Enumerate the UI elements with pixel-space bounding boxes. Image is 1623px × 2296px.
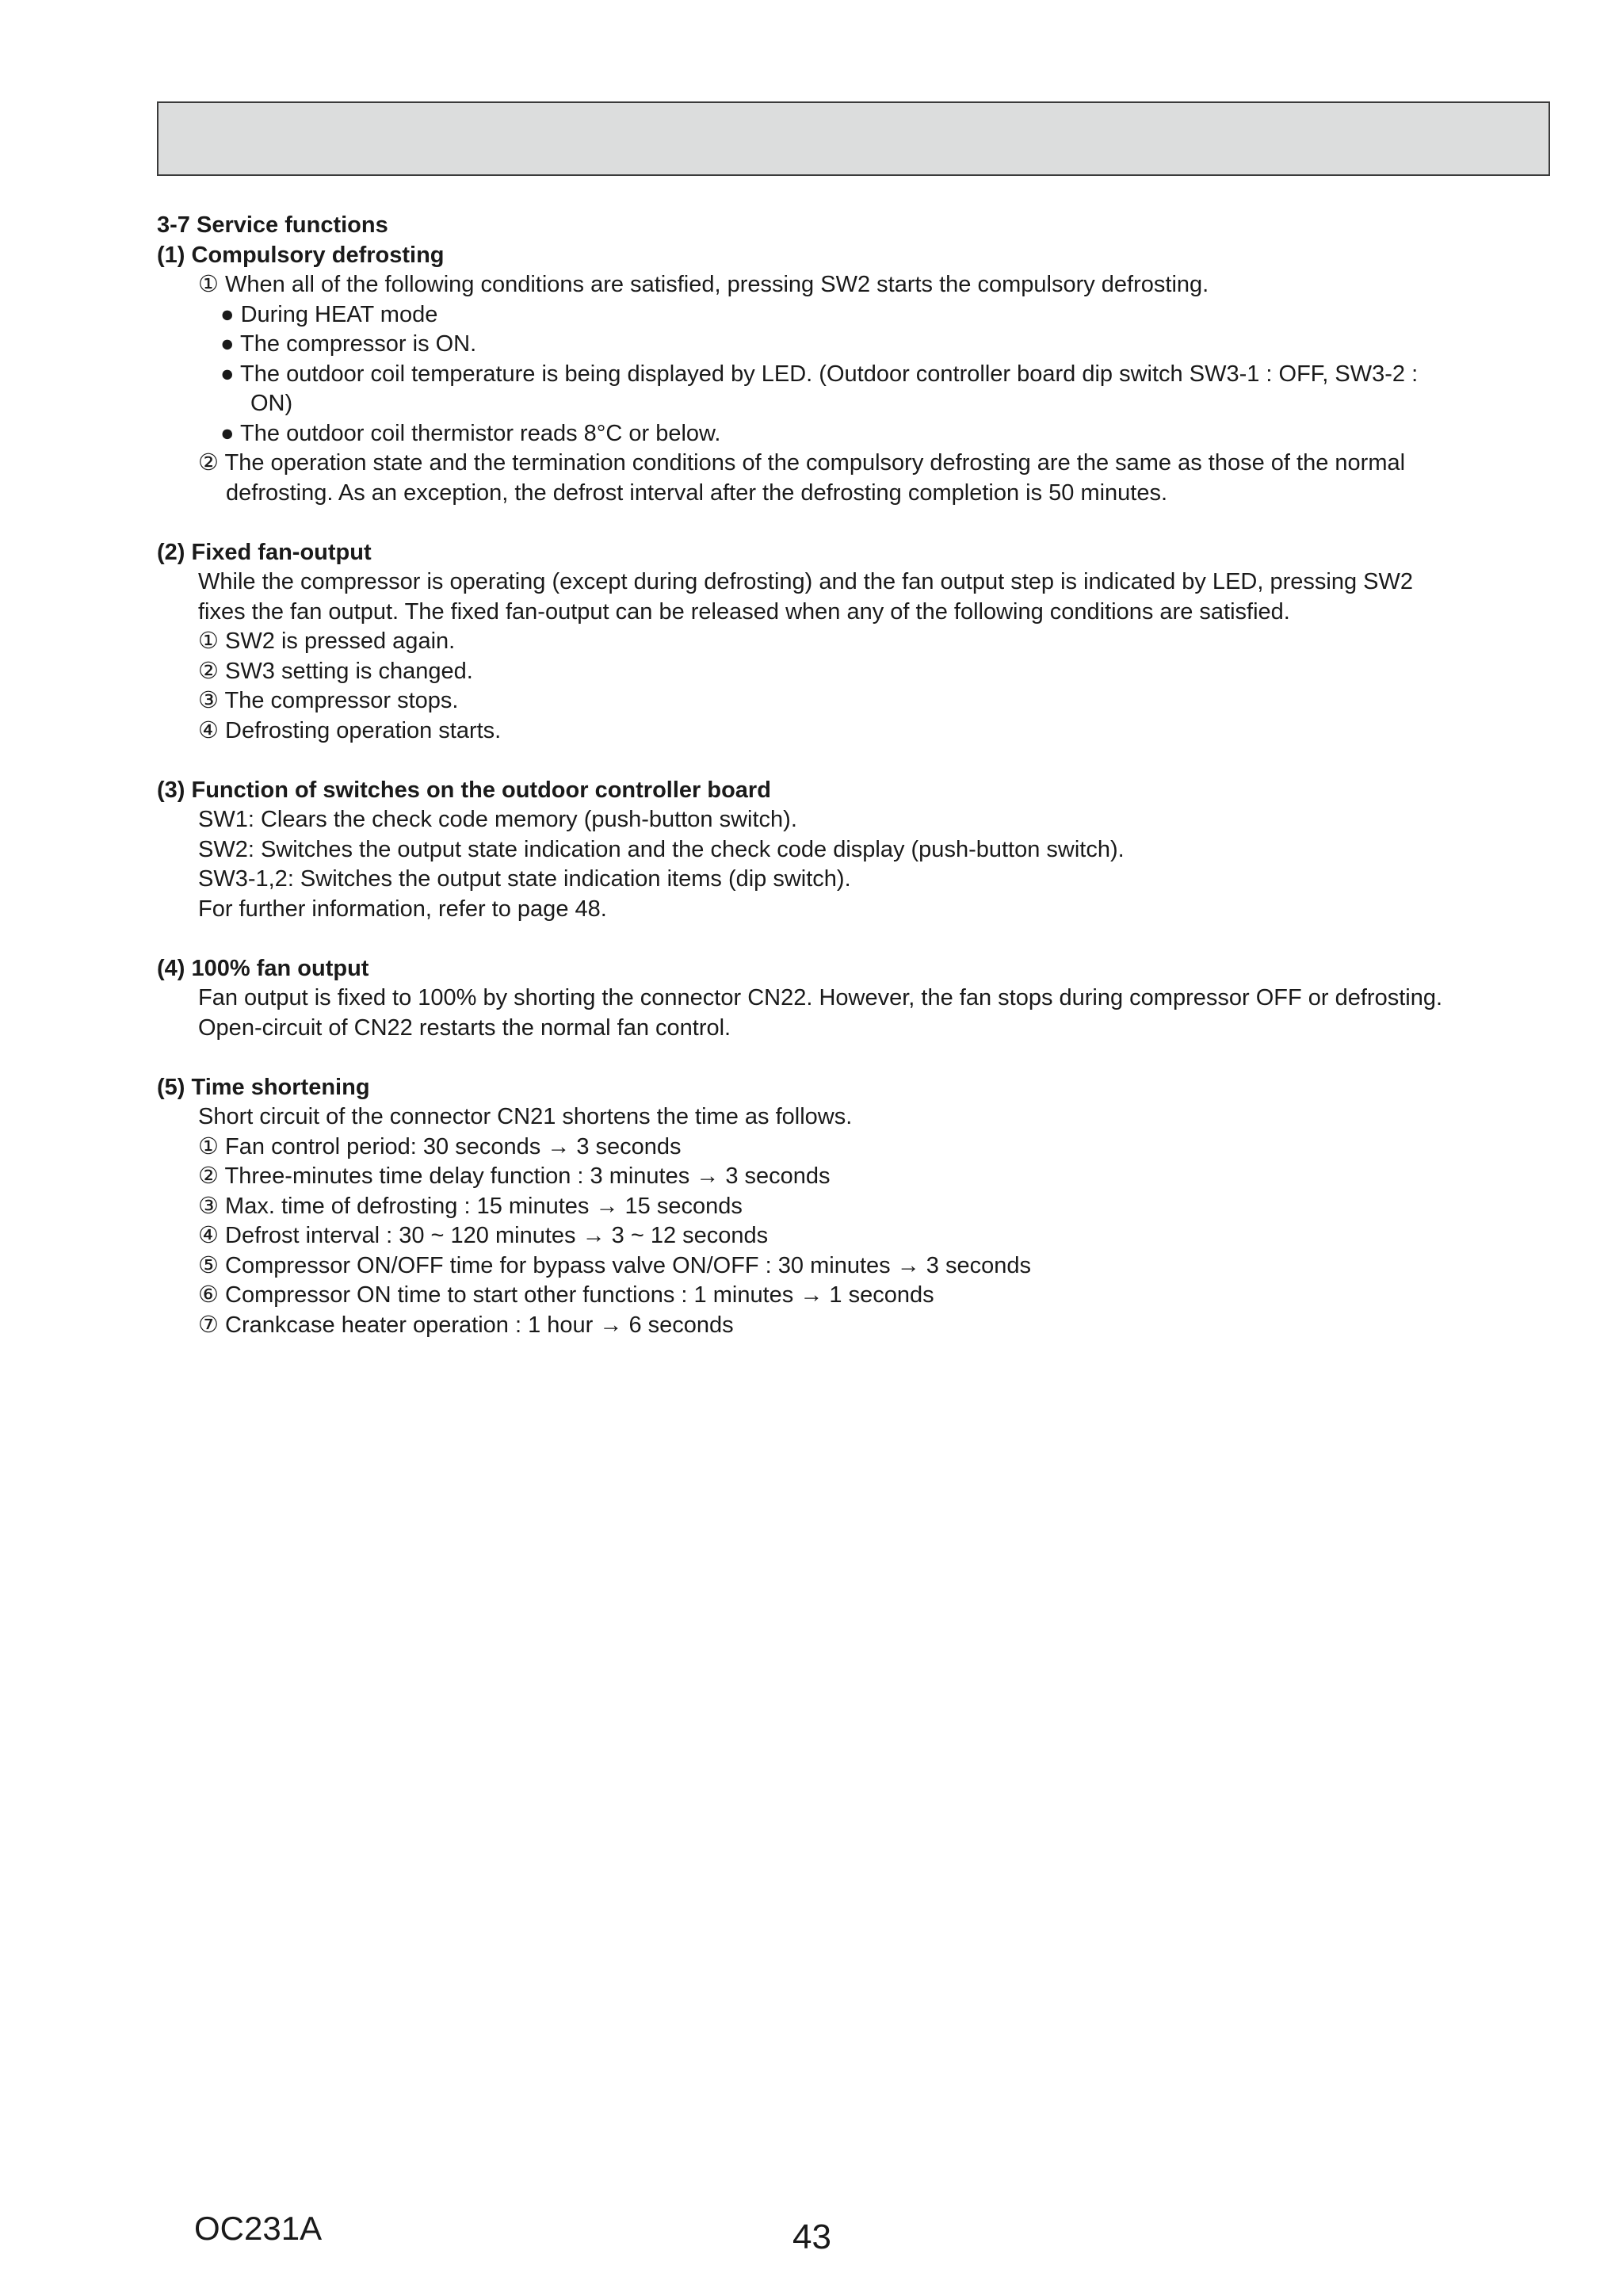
s4-line: Fan output is fixed to 100% by shorting the connector CN22. However, the fan stops during compressor OFF or defrosting. (198, 985, 1443, 1010)
s5-line: ⑤ Compressor ON/OFF time for bypass valve ON/OFF : 30 minutes → 3 seconds (198, 1252, 1031, 1278)
s3-line: For further information, refer to page 48. (198, 896, 607, 922)
s1-bullet: ● The compressor is ON. (220, 331, 477, 357)
s2-heading: (2) Fixed fan-output (157, 539, 372, 565)
s3-line: SW2: Switches the output state indication and the check code display (push-button switch). (198, 836, 1125, 862)
s2-line: While the compressor is operating (except during defrosting) and the fan output step is indicated by LED, pressing SW2 (198, 569, 1413, 594)
s1-heading: (1) Compulsory defrosting (157, 242, 445, 268)
s1-bullet-continued: ON) (250, 391, 293, 416)
s3-line: SW1: Clears the check code memory (push-button switch). (198, 807, 797, 832)
section-title: 3-7 Service functions (157, 212, 388, 238)
s4-line: Open-circuit of CN22 restarts the normal fan control. (198, 1014, 731, 1041)
s1-bullet: ● During HEAT mode (220, 301, 438, 327)
s2-line: ① SW2 is pressed again. (198, 628, 456, 654)
s1-item2-continued: defrosting. As an exception, the defrost interval after the defrosting completion is 50 minutes. (226, 479, 1168, 506)
s5-heading: (5) Time shortening (157, 1074, 370, 1100)
s1-item1: ① When all of the following conditions are satisfied, pressing SW2 starts the compulsory defrosting. (198, 272, 1209, 297)
s1-bullet: ● The outdoor coil thermistor reads 8°C or below. (220, 420, 721, 446)
s5-line: ① Fan control period: 30 seconds → 3 seconds (198, 1133, 682, 1159)
s5-line: ⑥ Compressor ON time to start other functions : 1 minutes → 1 seconds (198, 1282, 934, 1308)
header-bar (157, 101, 1550, 176)
s1-bullet: ● The outdoor coil temperature is being displayed by LED. (Outdoor controller board dip switch SW3-1 : OFF, SW3-2 : (220, 361, 1419, 387)
page-content (157, 211, 1560, 1340)
s4-heading: (4) 100% fan output (157, 955, 369, 981)
s3-heading: (3) Function of switches on the outdoor controller board (157, 777, 771, 803)
s1-item2: ② The operation state and the termination conditions of the compulsory defrosting are the same as those of the normal (198, 450, 1406, 476)
s2-line: ④ Defrosting operation starts. (198, 717, 502, 743)
footer-model-code: OC231A (194, 2210, 323, 2247)
s2-line: ② SW3 setting is changed. (198, 658, 473, 684)
s5-line: ② Three-minutes time delay function : 3 minutes → 3 seconds (198, 1163, 831, 1189)
page-number: 43 (792, 2218, 831, 2256)
s5-line: Short circuit of the connector CN21 shortens the time as follows. (198, 1104, 853, 1129)
s2-line: fixes the fan output. The fixed fan-output can be released when any of the following conditions are satisfied. (198, 598, 1290, 625)
s5-line: ③ Max. time of defrosting : 15 minutes → 15 seconds (198, 1193, 743, 1219)
s3-line: SW3-1,2: Switches the output state indication items (dip switch). (198, 866, 851, 892)
s2-line: ③ The compressor stops. (198, 688, 459, 713)
s5-line: ⑦ Crankcase heater operation : 1 hour → 6 seconds (198, 1312, 734, 1338)
s5-line: ④ Defrost interval : 30 ~ 120 minutes → 3 ~ 12 seconds (198, 1223, 769, 1248)
